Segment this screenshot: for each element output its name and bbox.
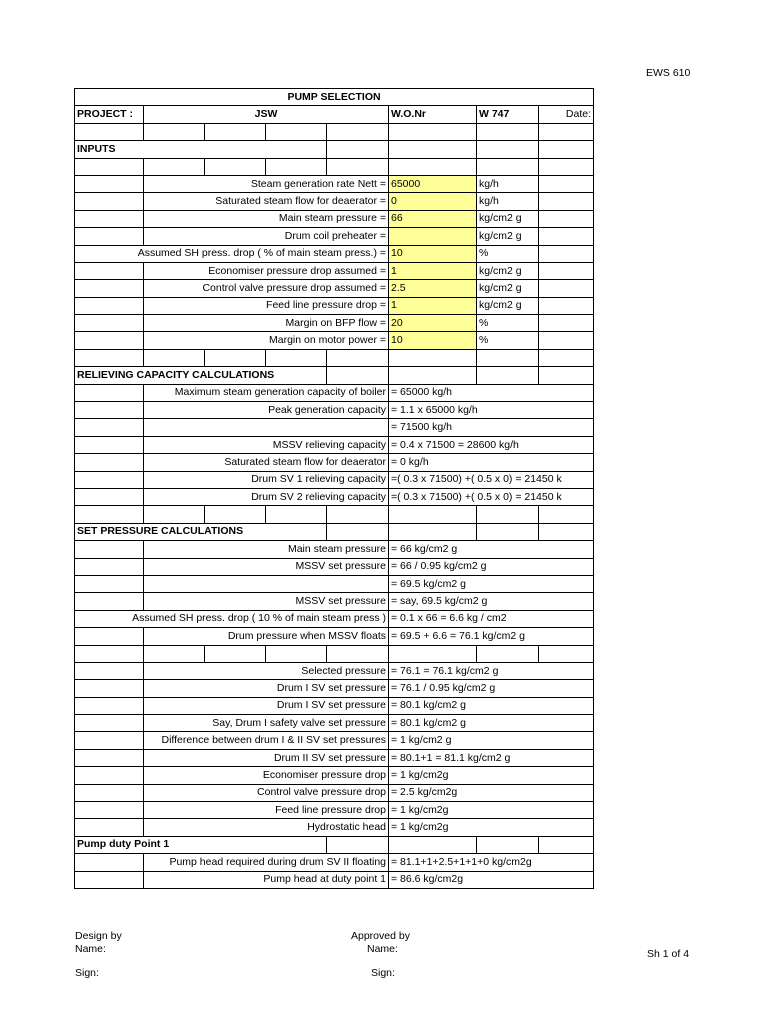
input-unit: kg/cm2 g [477,228,539,245]
calc-label: MSSV set pressure [144,558,389,575]
calc-value: = 76.1 = 76.1 kg/cm2 g [389,662,594,679]
input-value-field[interactable]: 66 [389,210,477,227]
empty-cell [389,506,477,523]
calc-value: = 1.1 x 65000 kg/h [389,402,594,419]
input-unit: % [477,245,539,262]
empty-cell [75,262,144,279]
empty-cell [75,419,144,436]
input-unit: kg/cm2 g [477,210,539,227]
calc-label: Difference between drum I & II SV set pressures [144,732,389,749]
input-label: Margin on motor power = [144,332,389,349]
calc-label: Feed line pressure drop [144,802,389,819]
approver-sign-label: Sign: [371,967,395,979]
calc-label: Selected pressure [144,662,389,679]
empty-cell [144,506,205,523]
empty-cell [75,749,144,766]
empty-cell [477,523,539,540]
section-header-row [75,141,594,158]
empty-cell [327,123,389,140]
empty-cell [75,158,144,175]
empty-cell [205,158,266,175]
calc-row [75,558,594,575]
empty-cell [266,349,327,366]
wo-value: W 747 [477,106,539,123]
empty-cell [75,210,144,227]
input-label: Feed line pressure drop = [144,297,389,314]
empty-cell [75,280,144,297]
calc-row [75,471,594,488]
input-unit: % [477,332,539,349]
empty-cell [75,193,144,210]
inputs-header: INPUTS [75,141,327,158]
empty-cell [539,297,594,314]
calc-value: = 71500 kg/h [389,419,594,436]
calc-value: = 0.1 x 66 = 6.6 kg / cm2 [389,610,594,627]
empty-cell [539,523,594,540]
input-row [75,193,594,210]
calc-label: Main steam pressure [144,541,389,558]
empty-cell [539,141,594,158]
empty-cell [477,506,539,523]
empty-cell [75,454,144,471]
input-label: Saturated steam flow for deaerator = [144,193,389,210]
empty-cell [539,262,594,279]
pump-selection-sheet [74,88,594,889]
calc-row [75,802,594,819]
calc-row [75,697,594,714]
empty-cell [539,836,594,853]
project-row [75,106,594,123]
calc-value: = say, 69.5 kg/cm2 g [389,593,594,610]
empty-cell [75,697,144,714]
approver-name-label: Name: [367,943,398,955]
input-row [75,228,594,245]
calc-row [75,715,594,732]
calc-value: = 1 kg/cm2g [389,819,594,836]
designer-sign-label: Sign: [75,967,99,979]
calc-label: Pump head at duty point 1 [144,871,389,888]
empty-cell [539,315,594,332]
empty-cell [266,506,327,523]
empty-cell [75,436,144,453]
calc-value: = 80.1 kg/cm2 g [389,715,594,732]
duty-header: Pump duty Point 1 [75,836,327,853]
empty-cell [327,349,389,366]
calc-label [144,419,389,436]
calc-value: = 1 kg/cm2g [389,767,594,784]
empty-cell [327,506,389,523]
input-row [75,332,594,349]
input-value-field[interactable]: 2.5 [389,280,477,297]
calc-value: = 69.5 + 6.6 = 76.1 kg/cm2 g [389,628,594,645]
calc-label [144,575,389,592]
input-row [75,262,594,279]
calc-row [75,593,594,610]
calc-value: = 66 kg/cm2 g [389,541,594,558]
empty-cell [327,645,389,662]
input-value-field[interactable]: 0 [389,193,477,210]
input-unit: kg/cm2 g [477,297,539,314]
empty-cell [266,158,327,175]
document-code: EWS 610 [646,67,691,79]
empty-cell [75,628,144,645]
calc-label: Drum II SV set pressure [144,749,389,766]
empty-cell [75,593,144,610]
empty-cell [75,315,144,332]
empty-cell [75,854,144,871]
input-row [75,297,594,314]
empty-cell [539,193,594,210]
project-label: PROJECT : [75,106,144,123]
empty-cell [75,349,144,366]
empty-cell [539,158,594,175]
empty-cell [327,836,389,853]
calc-value: =( 0.3 x 71500) +( 0.5 x 0) = 21450 k [389,471,594,488]
relieving-header: RELIEVING CAPACITY CALCULATIONS [75,367,327,384]
calc-row [75,488,594,505]
empty-cell [75,506,144,523]
calc-label: Saturated steam flow for deaerator [144,454,389,471]
empty-cell [539,123,594,140]
calc-row [75,871,594,888]
input-label: Steam generation rate Nett = [144,175,389,192]
empty-cell [144,645,205,662]
calc-row [75,402,594,419]
calc-row [75,541,594,558]
empty-row [75,506,594,523]
empty-row [75,349,594,366]
empty-cell [75,645,144,662]
calc-row [75,784,594,801]
input-value-field[interactable]: 10 [389,332,477,349]
calc-value: = 69.5 kg/cm2 g [389,575,594,592]
input-row [75,245,594,262]
empty-cell [327,141,389,158]
input-value-field[interactable]: 20 [389,315,477,332]
input-row [75,315,594,332]
calc-value: = 0.4 x 71500 = 28600 kg/h [389,436,594,453]
input-row [75,175,594,192]
calc-value: = 76.1 / 0.95 kg/cm2 g [389,680,594,697]
empty-cell [477,836,539,853]
input-label: Control valve pressure drop assumed = [144,280,389,297]
input-unit: kg/cm2 g [477,262,539,279]
calc-row [75,436,594,453]
empty-cell [539,367,594,384]
calc-label: Control valve pressure drop [144,784,389,801]
calc-label: Drum SV 2 relieving capacity [144,488,389,505]
empty-cell [389,349,477,366]
calc-row [75,628,594,645]
empty-cell [205,506,266,523]
input-row [75,210,594,227]
section-header-row [75,523,594,540]
empty-cell [477,349,539,366]
empty-cell [75,715,144,732]
design-by-label: Design by [75,930,122,942]
empty-cell [477,367,539,384]
section-header-row [75,836,594,853]
project-value: JSW [144,106,389,123]
empty-cell [75,175,144,192]
input-row [75,280,594,297]
empty-cell [389,523,477,540]
calc-label: MSSV relieving capacity [144,436,389,453]
calc-row [75,419,594,436]
empty-cell [75,575,144,592]
empty-cell [477,158,539,175]
empty-cell [266,123,327,140]
calc-label: Say, Drum I safety valve set pressure [144,715,389,732]
set-pressure-header: SET PRESSURE CALCULATIONS [75,523,327,540]
calc-value: = 0 kg/h [389,454,594,471]
empty-cell [75,662,144,679]
empty-cell [539,349,594,366]
input-unit: kg/h [477,193,539,210]
approved-by-label: Approved by [351,930,410,942]
empty-cell [75,402,144,419]
calc-label: Assumed SH press. drop ( 10 % of main steam press ) [75,610,389,627]
empty-cell [327,523,389,540]
empty-cell [75,384,144,401]
calc-row [75,662,594,679]
empty-cell [205,349,266,366]
calc-value: = 80.1 kg/cm2 g [389,697,594,714]
calc-value: = 66 / 0.95 kg/cm2 g [389,558,594,575]
empty-cell [205,645,266,662]
calc-value: = 80.1+1 = 81.1 kg/cm2 g [389,749,594,766]
input-label: Economiser pressure drop assumed = [144,262,389,279]
empty-cell [539,175,594,192]
calc-value: = 2.5 kg/cm2g [389,784,594,801]
empty-cell [75,297,144,314]
input-unit: kg/h [477,175,539,192]
empty-cell [75,541,144,558]
calc-label: MSSV set pressure [144,593,389,610]
calc-label: Hydrostatic head [144,819,389,836]
calc-row [75,749,594,766]
empty-cell [75,123,144,140]
calc-label: Peak generation capacity [144,402,389,419]
empty-cell [266,645,327,662]
input-unit: kg/cm2 g [477,280,539,297]
input-value-field[interactable]: 10 [389,245,477,262]
empty-cell [477,123,539,140]
calc-row [75,384,594,401]
empty-cell [75,784,144,801]
input-label: Assumed SH press. drop ( % of main steam press.) = [75,245,389,262]
empty-cell [75,871,144,888]
date-label: Date: [539,106,594,123]
calc-value: = 1 kg/cm2g [389,802,594,819]
calc-label: Drum I SV set pressure [144,697,389,714]
empty-cell [389,645,477,662]
empty-cell [539,645,594,662]
calc-row [75,610,594,627]
section-header-row [75,367,594,384]
empty-cell [539,332,594,349]
empty-cell [539,228,594,245]
empty-cell [75,732,144,749]
calc-row [75,854,594,871]
empty-cell [144,158,205,175]
empty-row [75,158,594,175]
input-label: Main steam pressure = [144,210,389,227]
empty-cell [75,802,144,819]
sheet-title: PUMP SELECTION [75,89,594,106]
calc-label: Pump head required during drum SV II floating [144,854,389,871]
empty-cell [477,645,539,662]
calc-label: Drum SV 1 relieving capacity [144,471,389,488]
empty-cell [389,836,477,853]
empty-cell [75,819,144,836]
empty-cell [477,141,539,158]
empty-cell [75,488,144,505]
empty-cell [539,506,594,523]
calc-row [75,680,594,697]
empty-cell [75,228,144,245]
empty-row [75,123,594,140]
calc-label: Drum I SV set pressure [144,680,389,697]
calc-row [75,767,594,784]
calc-row [75,732,594,749]
empty-cell [389,141,477,158]
empty-cell [75,332,144,349]
input-value-field[interactable]: 1 [389,262,477,279]
calc-label: Drum pressure when MSSV floats [144,628,389,645]
input-unit: % [477,315,539,332]
calc-label: Maximum steam generation capacity of boiler [144,384,389,401]
calc-value: = 81.1+1+2.5+1+1+0 kg/cm2g [389,854,594,871]
calc-value: = 1 kg/cm2 g [389,732,594,749]
sheet-number: Sh 1 of 4 [647,948,690,960]
empty-cell [327,158,389,175]
input-value-field[interactable]: 65000 [389,175,477,192]
calc-row [75,454,594,471]
empty-cell [75,558,144,575]
calc-value: = 65000 kg/h [389,384,594,401]
empty-cell [75,680,144,697]
empty-cell [539,245,594,262]
input-value-field[interactable]: 1 [389,297,477,314]
empty-cell [327,367,389,384]
calc-row [75,819,594,836]
empty-cell [205,123,266,140]
empty-cell [75,767,144,784]
empty-cell [75,471,144,488]
calc-value: =( 0.3 x 71500) +( 0.5 x 0) = 21450 k [389,488,594,505]
wo-label: W.O.Nr [389,106,477,123]
designer-name-label: Name: [75,943,106,955]
empty-row [75,645,594,662]
empty-cell [144,123,205,140]
calc-label: Economiser pressure drop [144,767,389,784]
empty-cell [389,367,477,384]
empty-cell [389,123,477,140]
calc-value: = 86.6 kg/cm2g [389,871,594,888]
empty-cell [539,280,594,297]
calc-row [75,575,594,592]
input-value-field[interactable] [389,228,477,245]
input-label: Margin on BFP flow = [144,315,389,332]
input-label: Drum coil preheater = [144,228,389,245]
title-row [75,89,594,106]
empty-cell [144,349,205,366]
empty-cell [539,210,594,227]
empty-cell [389,158,477,175]
